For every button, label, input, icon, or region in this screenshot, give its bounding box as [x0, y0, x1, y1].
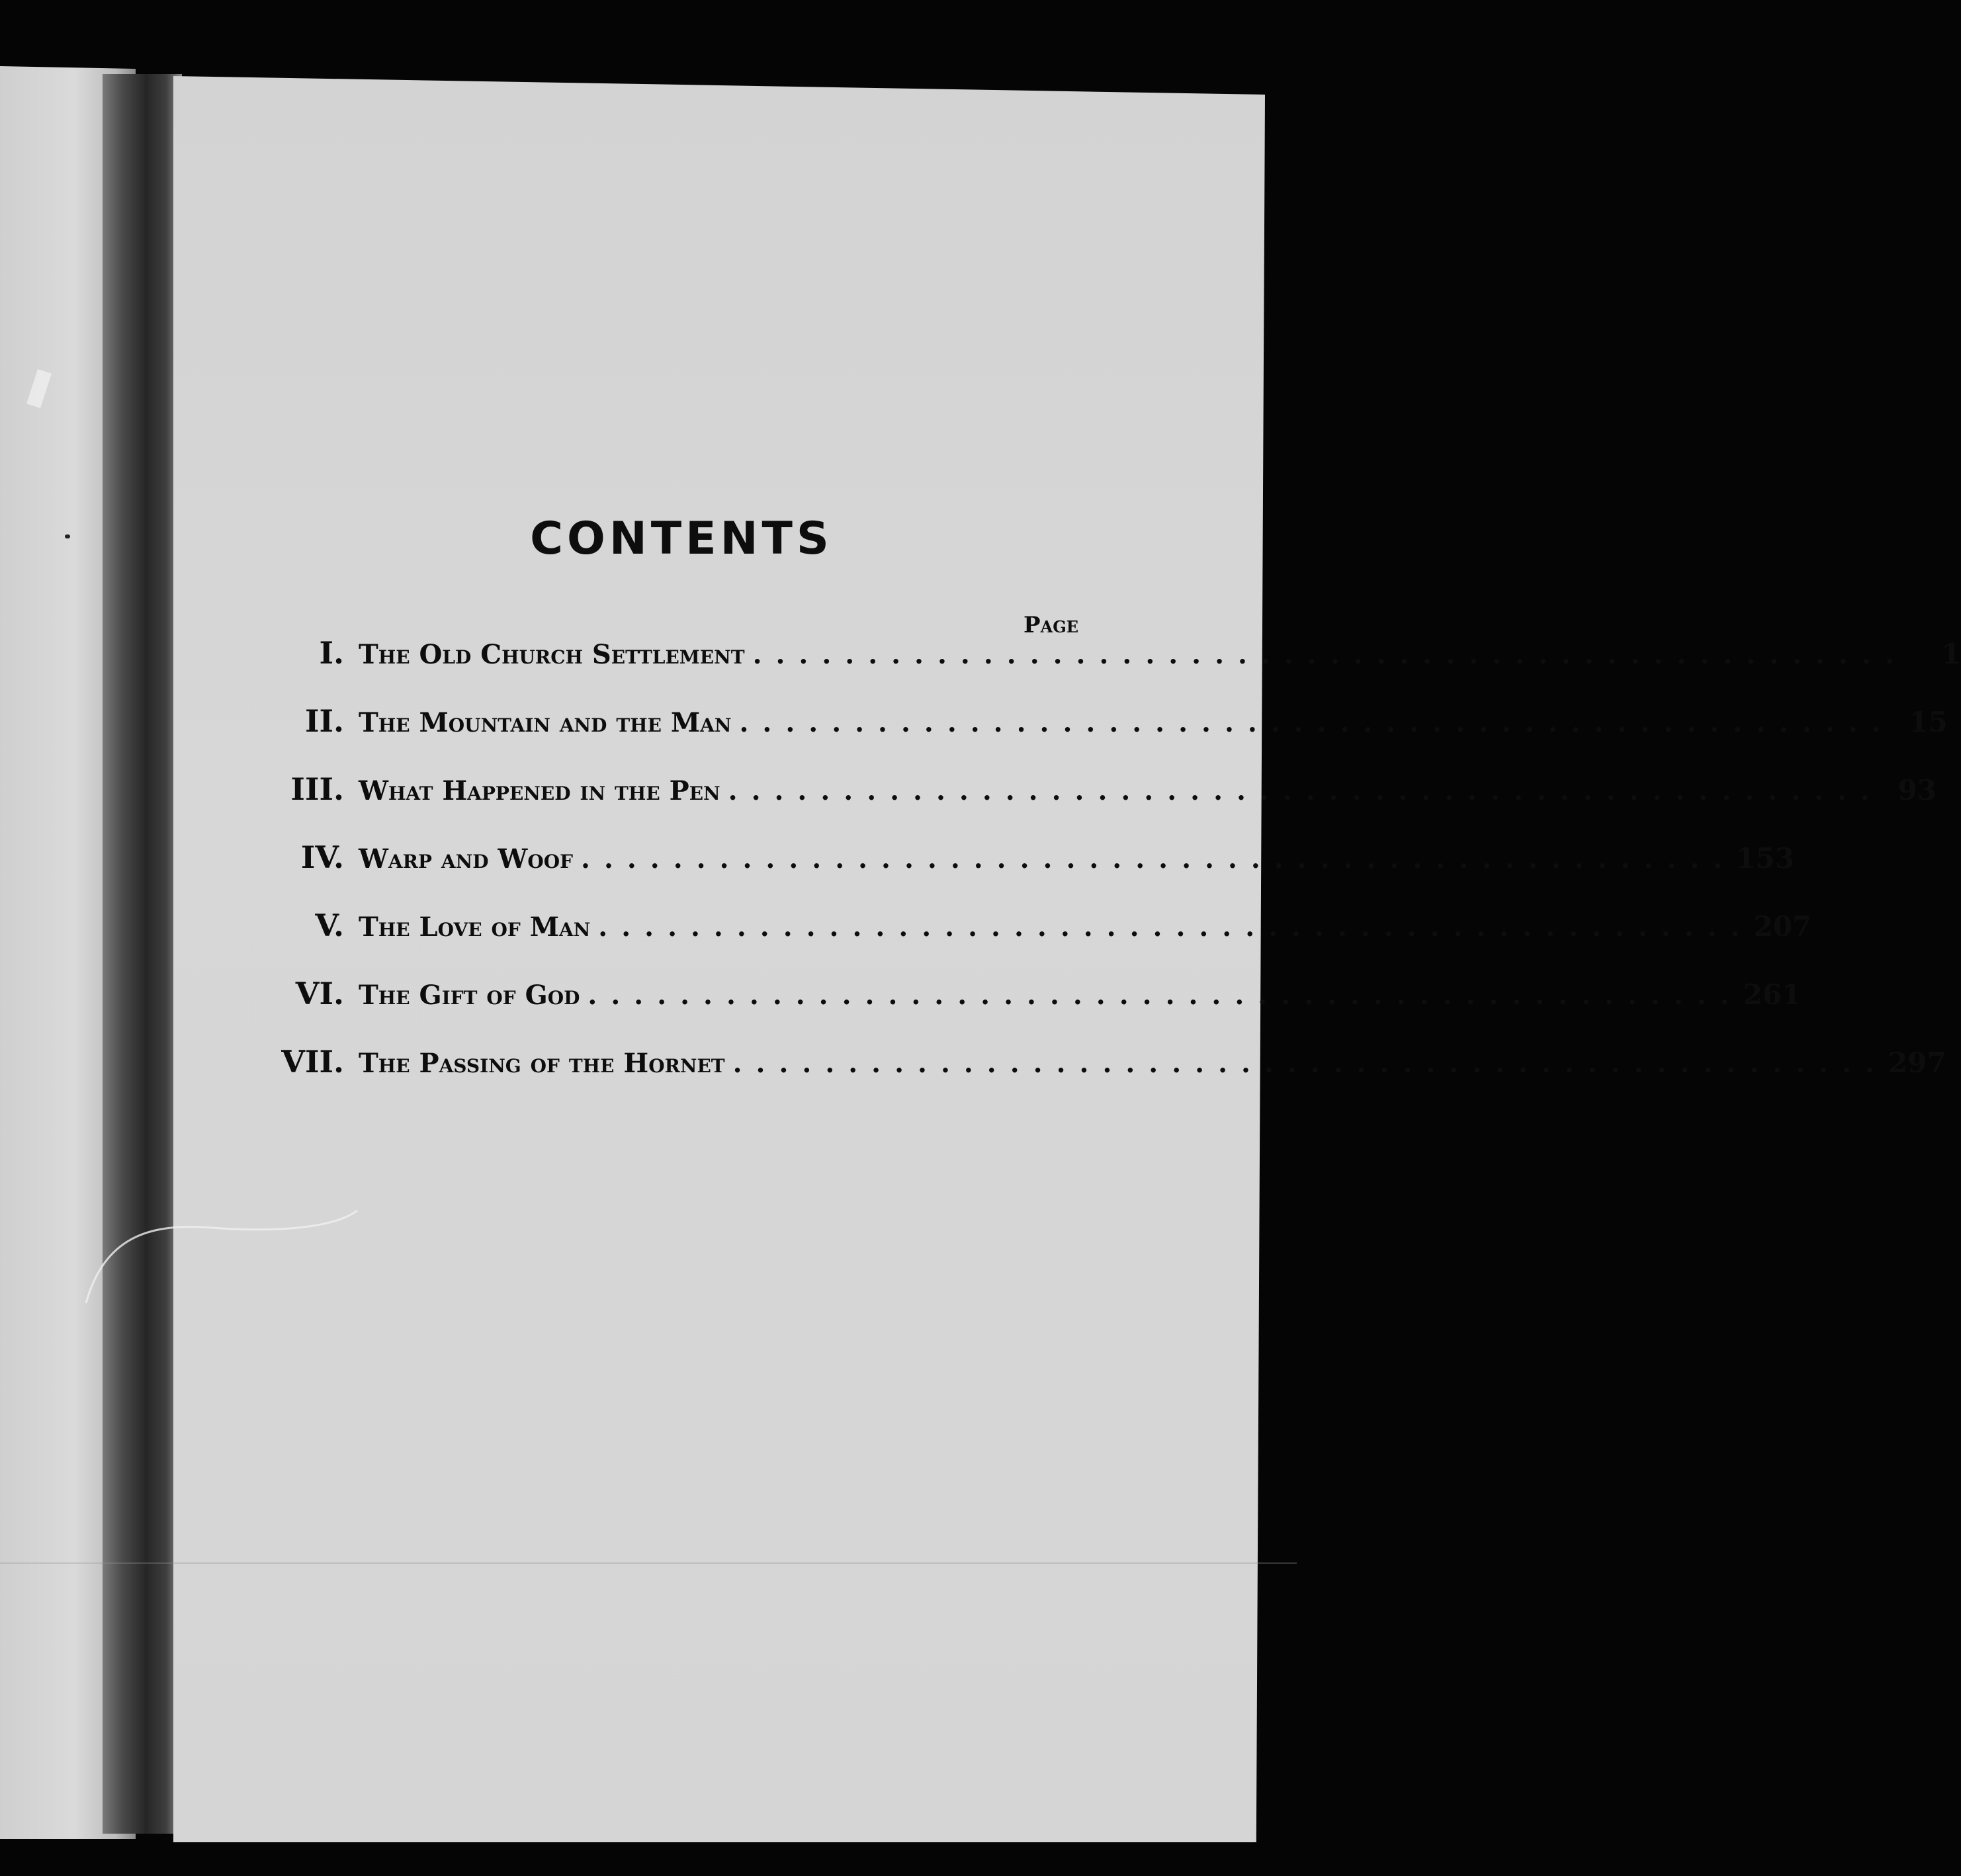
- chapter-numeral: IV.: [300, 839, 344, 875]
- chapter-page-number: 1: [1941, 638, 1961, 670]
- chapter-page-number: 297: [1888, 1046, 1946, 1079]
- chapter-numeral: V.: [315, 908, 344, 943]
- dot-leader: ..................................................: [732, 1048, 1888, 1079]
- toc-entry[interactable]: [265, 908, 1812, 976]
- chapter-numeral: II.: [304, 703, 344, 739]
- page-title: CONTENTS: [530, 513, 833, 565]
- chapter-page-number: 153: [1736, 842, 1794, 874]
- dot-leader: ..................................................: [728, 775, 1884, 806]
- page-column-label: Page: [1024, 612, 1078, 638]
- ink-speck: [65, 534, 70, 538]
- toc-entry[interactable]: [265, 771, 1937, 839]
- chapter-numeral: I.: [319, 635, 344, 671]
- dot-leader: ..................................................: [739, 707, 1895, 738]
- chapter-title: The Mountain and the Man: [359, 707, 732, 738]
- chapter-numeral: III.: [290, 771, 344, 807]
- chapter-title: The Love of Man: [359, 912, 591, 943]
- chapter-numeral: VII.: [281, 1044, 344, 1080]
- chapter-title: The Gift of God: [359, 980, 580, 1011]
- chapter-title: Warp and Woof: [359, 843, 574, 874]
- toc-entry[interactable]: [265, 976, 1802, 1044]
- toc-entry[interactable]: [265, 839, 1794, 908]
- table-of-contents: [265, 635, 1961, 1112]
- chapter-title: The Passing of the Hornet: [359, 1048, 725, 1079]
- toc-entry[interactable]: [265, 1044, 1946, 1112]
- scan-line: [0, 1562, 1297, 1564]
- book-gutter: [103, 74, 182, 1834]
- chapter-title: What Happened in the Pen: [359, 775, 720, 806]
- chapter-page-number: 207: [1753, 910, 1812, 943]
- dot-leader: ..................................................: [588, 980, 1743, 1011]
- dot-leader: ..................................................: [752, 639, 1908, 670]
- chapter-numeral: VI.: [295, 976, 344, 1011]
- dot-leader: ..................................................: [581, 843, 1737, 874]
- chapter-title: The Old Church Settlement: [359, 639, 745, 670]
- chapter-page-number: 15: [1909, 706, 1948, 738]
- chapter-page-number: 93: [1897, 774, 1937, 806]
- toc-entry[interactable]: [265, 703, 1948, 771]
- dot-leader: ..................................................: [598, 912, 1754, 943]
- chapter-page-number: 261: [1743, 978, 1802, 1011]
- toc-entry[interactable]: [265, 635, 1961, 703]
